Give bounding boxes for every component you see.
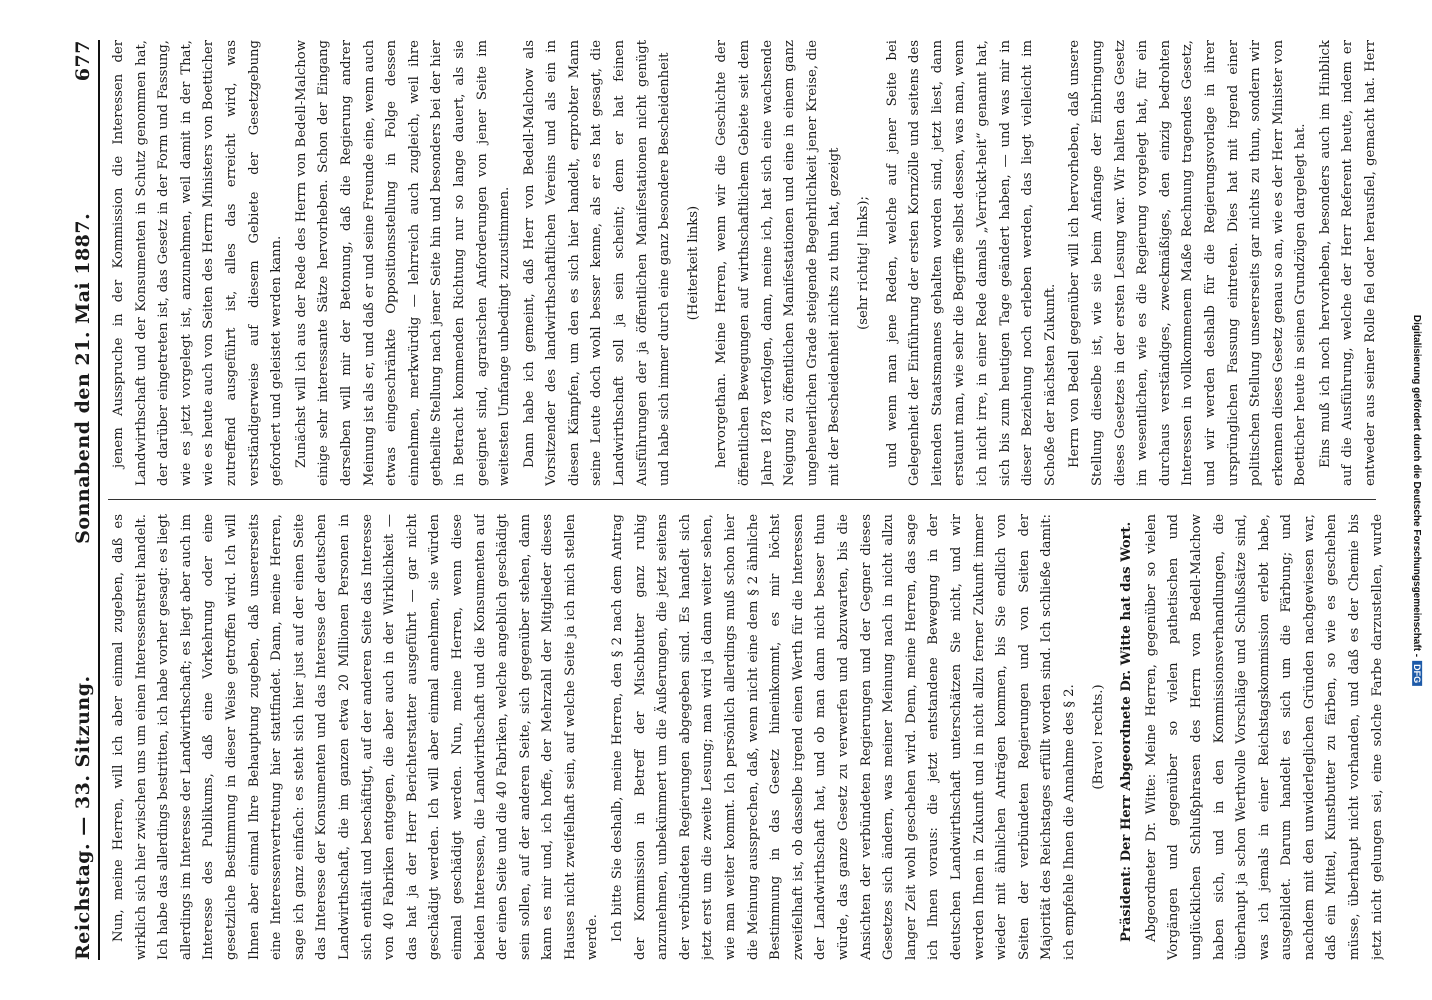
header-date: Sonnabend den 21. Mai 1887.	[72, 212, 94, 544]
funding-text: Digitalisierung gefördert durch die Deutsche Forschungsgemeinschaft -	[1411, 314, 1423, 657]
left-column	[108, 514, 1386, 960]
paragraph: Zunächst will ich aus der Rede des Herrn von Bedell-Malchow einige sehr interessante Sätze hervorheben. Schon der Eingang derselben will mir der Betonung, daß die Regierung andrer Meinung ist als er, und daß er und seine Freunde eine, wenn auch etwas eingeschränkte Oppositionsstellung in Folge dessen einnehmen, merkwürdig — lehrreich auch zugleich, weil ihre getheilte Stellung nach jener Seite hin und besonders bei der hier in Betracht kommenden Richtung nur so lange dauert, als sie geeignet sind, agrarischen Anforderungen von jener Seite im weitesten Umfange unbedingt zuzustimmen.	[293, 40, 513, 486]
funding-notice	[1406, 6, 1428, 994]
paragraph: Eins muß ich noch hervorheben, besonders auch im Hinblick auf die Ausführung, welche der Herr Referent heute, indem er entweder aus seiner Rolle fiel oder herausfiel, gemacht hat. Herr	[1317, 40, 1379, 486]
interjection-note: (Heiterkeit links)	[685, 205, 701, 321]
paragraph: Herrn von Bedell gegenüber will ich hervorheben, daß unsere Stellung dieselbe ist, wie sie beim Anfange der Einbringung dieses Gesetzes in der ersten Lesung war. Wir halten das Gesetz im wesentlichen, wie es die Regierung vorgelegt hat, für ein durchaus verständiges, zweckmäßiges, den einzig bedrohten Interessen in vollkommenem Maße Rechnung tragendes Gesetz, und wir werden deshalb für die Regierungsvorlage in ihrer ursprünglichen Fassung eintreten. Dies hat mit irgend einer politischen Stellung unsererseits gar nichts zu thun, sondern wir erkennen dieses Gesetz genau so an, wie es der Herr Minister von Boetticher heute in seinen Grundzügen dargelegt hat.	[1067, 40, 1309, 486]
page-sheet	[36, 10, 1416, 990]
paragraph: und wenn man jene Reden, welche auf jener Seite bei Gelegenheit der Einführung der ersten Kornzölle und seitens des leitenden Staatsmannes gehalten worden sind, jetzt liest, dann erstaunt man, wie sehr die Begriffe selbst dessen, was man, wenn ich nicht irre, in einer Rede damals „Verrückt-heit“ genannt hat, sich bis zum heutigen Tage geändert haben, — und was mir in dieser Beziehung noch erleben werden, das liegt vielleicht im Schoße der nächsten Zukunft.	[884, 40, 1058, 486]
president-line: Präsident: Der Herr Abgeordnete Dr. Witte hat das Wort.	[1119, 521, 1135, 942]
interjection-note: (sehr richtig! links);	[856, 196, 871, 330]
dfg-logo: DFG	[1413, 661, 1423, 686]
paragraph: jenem Ausspruche in der Kommission die Interessen der Landwirthschaft und der Konsumenten in Schutz genommen hat, der darüber eingetreten ist, das Gesetz in der Form und Fassung, wie es jetzt vorgelegt ist, anzunehmen, weil damit in der That, wie es heute auch von Seiten des Herrn Ministers von Boetticher zutreffend ausgeführt ist, alles das erreicht wird, was verständigerweise auf diesem Gebiete der Gesetzgebung gefordert und geleistet werden kann.	[111, 40, 285, 486]
paragraph: Nun, meine Herren, will ich aber einmal zugeben, daß es wirklich sich hier zwischen uns um einen Interessenstreit handelt. Ich habe das allerdings bestritten, ich habe vorher gesagt: es liegt allerdings im Interesse der Landwirthschaft; es liegt aber auch im Interesse des Publikums, daß eine Vorkehrung oder eine gesetzliche Bestimmung in dieser Weise getroffen wird. Ich will Ihnen aber einmal Ihre Behauptung zugeben, daß unsererseits eine Interessenvertretung hier stattfindet. Dann, meine Herren, sage ich ganz einfach: es steht sich hier just auf der einen Seite das Interesse der Konsumenten und das Interesse der deutschen Landwirthschaft, die im ganzen etwa 20 Millionen Personen in sich enthält und beschäftigt, auf der anderen Seite das Interesse von 40 Fabriken entgegen, die aber auch in der Wirklichkeit — das hat ja der Herr Berichterstatter ausgeführt — gar nicht geschädigt werden. Ich will aber einmal annehmen, sie würden einmal geschädigt werden. Nun, meine Herren, wenn diese beiden Interessen, die Landwirthschaft und die Konsumenten auf der einen Seite und die 40 Fabriken, welche angeblich geschädigt sein sollen, auf der anderen Seite, sich gegenüber stehen, dann kann es mir und, ich hoffe, der Mehrzahl der Mitglieder dieses Hauses nicht zweifelhaft sein, auf welche Seite ja ich mich stellen werde.	[111, 514, 601, 960]
paragraph: hervorgethan. Meine Herren, wenn wir die Geschichte der öffentlichen Bewegungen auf wirthschaftlichem Gebiete seit dem Jahre 1878 verfolgen, dann, meine ich, hat sich eine wachsende Neigung zu öffentlichen Manifestationen und eine in einem ganz ungeheuerlichen Grade steigende Begehrlichkeit jener Kreise, die mit der Bescheidenheit nichts zu thun hat, gezeigt	[714, 40, 843, 486]
right-column	[108, 40, 1386, 486]
paragraph: Abgeordneter Dr. Witte: Meine Herren, gegenüber so vielen Vorgängen und gegenüber so vielen pathetischen und unglücklichen Schlußphrasen des Herrn von Bedell-Malchow haben sich, und in den Kommissionsverhandlungen, die überhaupt ja schon Werthvolle Vorschläge und Schlußsätze sind, was ich jemals in einer Reichstagskommission erlebt habe, ausgebildet. Darum handelt es sich um die Färbung; und nachdem mit den unwiderleglichen Gründen nachgewiesen war, daß ein Mittel, Kunstbutter zu färben, so wie es geschehen müsse, überhaupt nicht vorhanden, und daß es der Chemie bis jetzt nicht gelungen sei, eine solche Farbe darzustellen, wurde	[1143, 514, 1385, 960]
header-left: Reichstag. — 33. Sitzung.	[72, 675, 94, 960]
page-number: 677	[72, 40, 94, 82]
column-divider	[108, 499, 1376, 500]
paragraph: Dann habe ich gemeint, daß Herr von Bedell-Malchow als Vorsitzender des landwirthschaftlichen Vereins und als ein in diesen Kämpfen, um den es sich hier handelt, erprobter Mann seine Leute doch wohl besser kenne, als er es hat gesagt, die Landwirthschaft soll ja sein scheint; denn er hat feinen Ausführungen der ja öffentlichen Manifestationen nicht genügt und habe sich immer durch eine ganz besondere Bescheidenheit	[521, 40, 673, 486]
paragraph: Ich bitte Sie deshalb, meine Herren, den § 2 nach dem Antrag der Kommission in Betreff der Mischbutter ganz ruhig anzunehmen, unbekümmert um die Äußerungen, die jetzt seitens der verbündeten Regierungen abgegeben sind. Es handelt sich jetzt erst um die zweite Lesung; man wird ja dann weiter sehen, wie man weiter kommt. Ich persönlich allerdings muß schon hier die Meinung aussprechen, daß, wenn nicht eine dem § 2 ähnliche Bestimmung in das Gesetz hineinkommt, es mir höchst zweifelhaft ist, ob dasselbe irgend einen Werth für die Interessen der Landwirthschaft hat, und ob man dann nicht besser thun würde, das ganze Gesetz zu verwerfen und abzuwarten, bis die Ansichten der verbündeten Regierungen und der Gegner dieses Gesetzes sich ändern, was meiner Meinung nach in nicht allzu langer Zeit wohl geschehen wird. Denn, meine Herren, das sage ich Ihnen voraus: die jetzt entstandene Bewegung in der deutschen Landwirthschaft unterschätzen Sie nicht, und wir werden Ihnen in Zukunft und in nicht allzu ferner Zukunft immer wieder mit ähnlichen Anträgen kommen, bis Sie endlich von Seiten der verbündeten Regierungen und von Seiten der Majorität des Reichstages erfüllt worden sind. Ich schließe damit: ich empfehle Ihnen die Annahme des § 2.	[610, 514, 1077, 960]
applause-note: (Bravo! rechts.)	[1090, 684, 1106, 790]
page-header	[54, 40, 100, 960]
